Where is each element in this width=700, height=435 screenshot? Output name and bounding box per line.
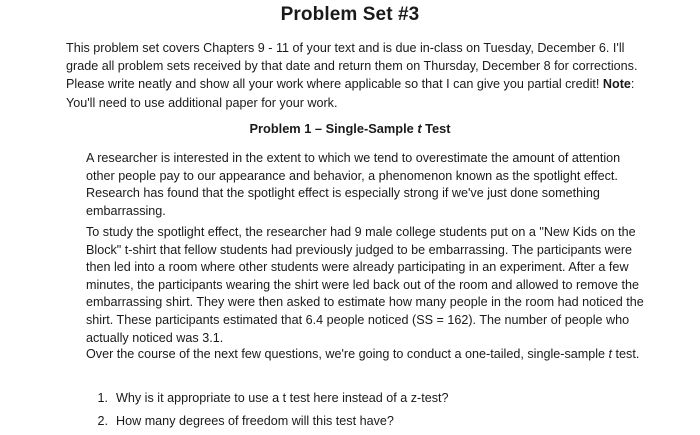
question-list bbox=[86, 387, 646, 433]
question-text: Why is it appropriate to use a t test here instead of a z-test? bbox=[116, 391, 449, 405]
question-number: 1. bbox=[97, 391, 108, 405]
problem-heading bbox=[0, 121, 700, 136]
problem-paragraph-3 bbox=[86, 346, 646, 364]
list-item bbox=[86, 410, 646, 433]
list-item bbox=[86, 387, 646, 410]
paragraph-3-t: t bbox=[608, 347, 613, 361]
note-text: : You'll need to use additional paper for your work. bbox=[66, 77, 635, 110]
problem-paragraph-1: A researcher is interested in the extent to which we tend to overestimate the amount of attention other people pay to our appearance and behavior, a phenomenon known as the spotlight effect. Research has found that the spotlight effect is especially strong if we've just done something embarrassing. bbox=[86, 151, 621, 218]
problem-heading-prefix: Problem 1 – Single-Sample bbox=[249, 121, 418, 136]
question-number: 2. bbox=[97, 414, 108, 428]
page-title: Problem Set #3 bbox=[280, 4, 420, 25]
question-text: How many degrees of freedom will this test have? bbox=[116, 414, 394, 428]
note-label: Note bbox=[602, 77, 631, 92]
intro-paragraph bbox=[66, 39, 646, 112]
paragraph-3-end: test. bbox=[612, 347, 640, 361]
problem-heading-suffix: Test bbox=[421, 121, 451, 136]
intro-text: This problem set covers Chapters 9 - 11 of your text and is due in-class on Tuesday, December 6. I'll grade all problem sets received by that date and return them on Thursday, December 8 for corrections. Please write neatly and show all your work where applicable so that I can give you partial credit! bbox=[66, 41, 638, 92]
problem-heading-t: t bbox=[417, 121, 422, 136]
problem-paragraph-2: To study the spotlight effect, the researcher had 9 male college students put on a "New Kids on the Block" t-shirt that fellow students had previously judged to be embarrassing. The participants were then led into a room where other students were already participating in an experiment. After a few minutes, the participants wearing the shirt were led back out of the room and allowed to remove the embarrassing shirt. They were then asked to estimate how many people in the room had noticed the shirt. These participants estimated that 6.4 people noticed (SS = 162). The number of people who actually noticed was 3.1. bbox=[86, 225, 644, 345]
paragraph-3-main: Over the course of the next few questions, we're going to conduct a one-tailed, single-sample bbox=[86, 347, 609, 361]
